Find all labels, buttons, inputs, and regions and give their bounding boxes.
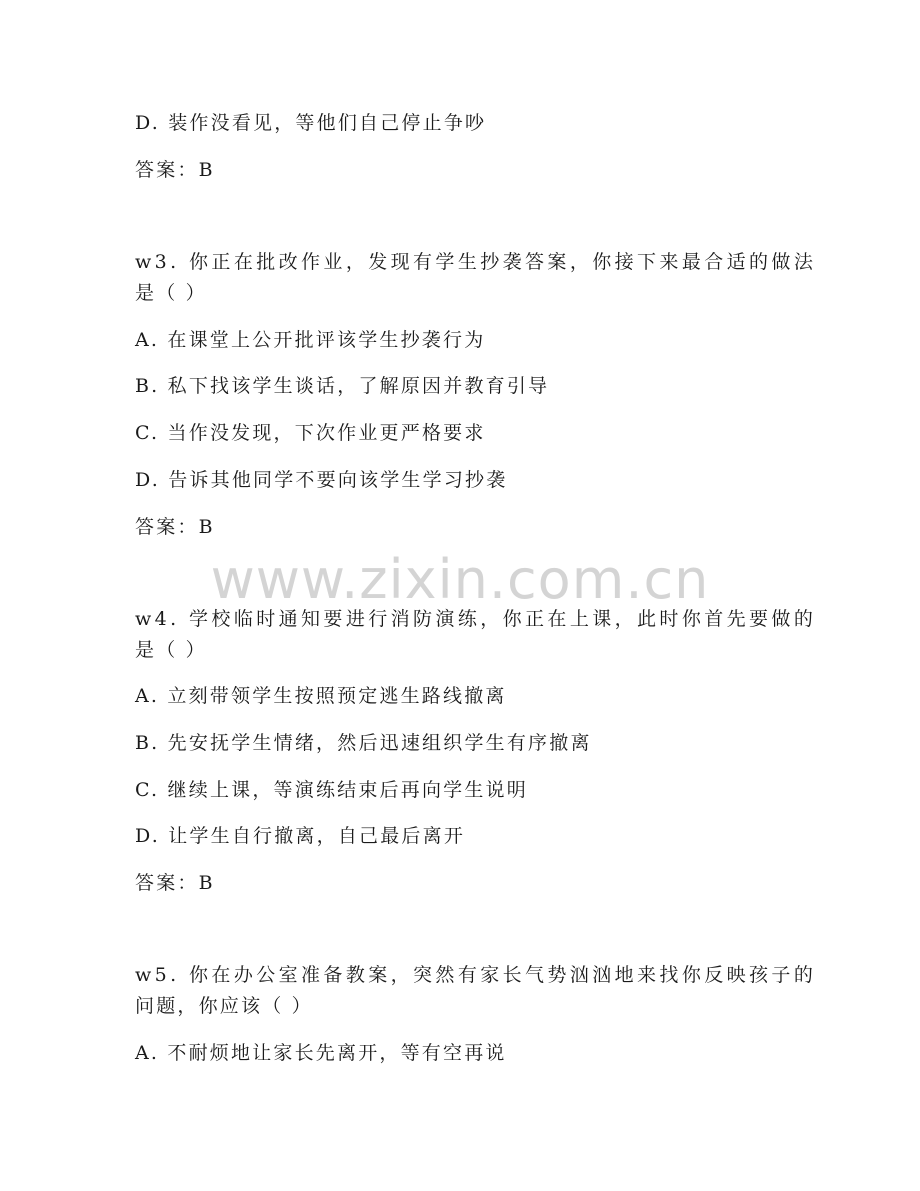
q5-stem-line2: 问题，你应该（ ） bbox=[135, 995, 313, 1017]
q4-option-b: B. 先安抚学生情绪，然后迅速组织学生有序撤离 bbox=[135, 732, 592, 754]
q2-answer: 答案：B bbox=[135, 159, 215, 181]
q4-option-d: D. 让学生自行撤离，自己最后离开 bbox=[135, 825, 466, 847]
q4-option-c: C. 继续上课，等演练结束后再向学生说明 bbox=[135, 779, 528, 801]
q4-answer: 答案：B bbox=[135, 872, 215, 894]
q3-option-b: B. 私下找该学生谈话，了解原因并教育引导 bbox=[135, 375, 550, 397]
q4-option-a: A. 立刻带领学生按照预定逃生路线撤离 bbox=[135, 685, 507, 707]
q4-stem-line1: w4. 学校临时通知要进行消防演练，你正在上课，此时你首先要做的 bbox=[135, 608, 817, 630]
q5-stem-line1: w5. 你在办公室准备教案，突然有家长气势汹汹地来找你反映孩子的 bbox=[135, 964, 817, 986]
q3-stem-line2: 是（ ） bbox=[135, 282, 207, 304]
q3-option-a: A. 在课堂上公开批评该学生抄袭行为 bbox=[135, 329, 486, 351]
q3-option-c: C. 当作没发现，下次作业更严格要求 bbox=[135, 422, 486, 444]
q2-option-d: D. 装作没看见，等他们自己停止争吵 bbox=[135, 112, 487, 134]
q5-option-a: A. 不耐烦地让家长先离开，等有空再说 bbox=[135, 1042, 507, 1064]
q4-stem-line2: 是（ ） bbox=[135, 639, 207, 661]
q3-option-d: D. 告诉其他同学不要向该学生学习抄袭 bbox=[135, 469, 508, 491]
q3-stem-line1: w3. 你正在批改作业，发现有学生抄袭答案，你接下来最合适的做法 bbox=[135, 251, 817, 273]
q3-answer: 答案：B bbox=[135, 516, 215, 538]
watermark: www.zixin.com.cn bbox=[210, 548, 710, 611]
